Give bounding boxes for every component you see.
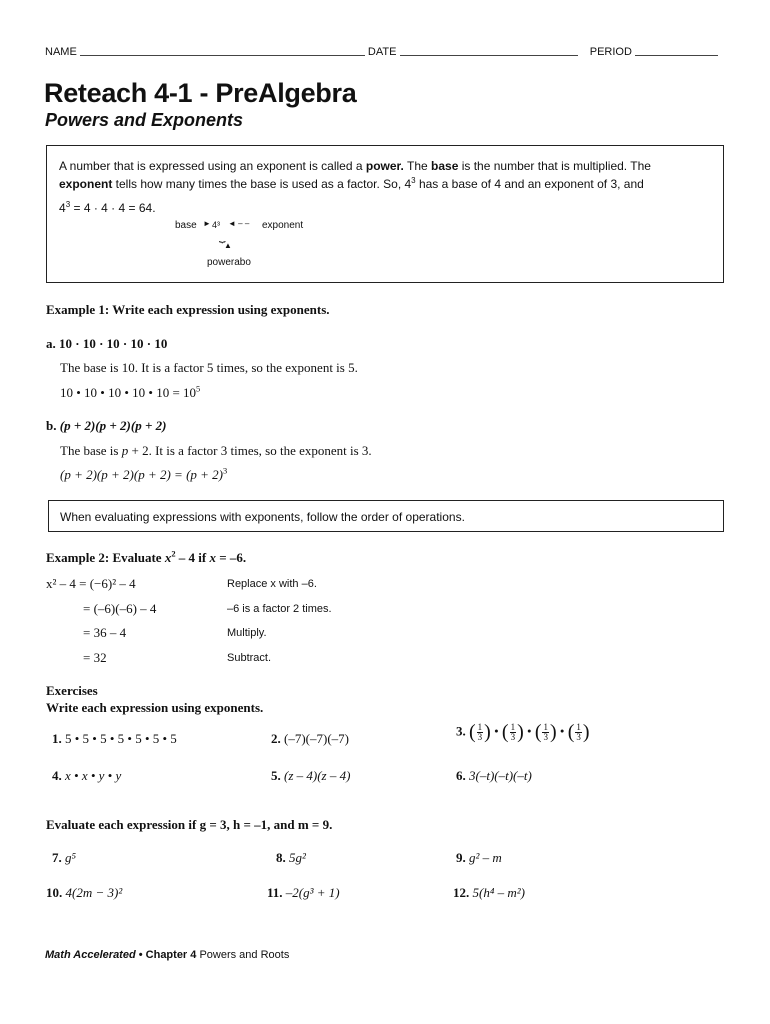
power-label: powerabo <box>207 257 251 268</box>
page-subtitle: Powers and Exponents <box>45 110 244 130</box>
exercise-9: 9. g² – m <box>456 850 502 865</box>
exercise-10: 10. 4(2m − 3)² <box>46 885 123 900</box>
example1-b-explanation: The base is p + 2. It is a factor 3 times, so the exponent is 3. <box>60 443 372 458</box>
page-footer: Math Accelerated • Chapter 4 Powers and Roots <box>45 949 290 961</box>
example2-step-4-reason: Subtract. <box>227 652 272 664</box>
example1-a-explanation: The base is 10. It is a factor 5 times, so the exponent is 5. <box>60 360 358 375</box>
exercise-8: 8. 5g² <box>276 850 306 865</box>
example2-heading: Example 2: Evaluate $x^2 - 4$ if x = –6. <box>46 548 247 565</box>
example1-b-result: $(p + 2)(p + 2)(p + 2) = (p + 2)^3$ <box>60 465 228 482</box>
order-of-operations-note: When evaluating expressions with exponents, follow the order of operations. <box>48 500 724 532</box>
exponent-label: exponent <box>262 220 304 231</box>
exercises-instruction-1: Write each expression using exponents. <box>46 700 264 715</box>
period-label: PERIOD <box>589 46 632 58</box>
name-label: NAME <box>45 46 77 58</box>
exercise-1: 1. 5 • 5 • 5 • 5 • 5 • 5 • 5 <box>52 731 177 746</box>
example2-step-3-reason: Multiply. <box>227 627 267 639</box>
example2-step-2-reason: –6 is a factor 2 times. <box>227 603 332 615</box>
arrow-right-icon: ► <box>203 219 211 228</box>
example2-step-1-reason: Replace x with –6. <box>227 578 317 590</box>
example1-part-b: b. (p + 2)(p + 2)(p + 2) <box>46 418 167 433</box>
exercise-5: 5. (z – 4)(z – 4) <box>271 768 351 783</box>
arrow-left-icon: ◄ – – <box>228 219 250 228</box>
exercise-11: 11. –2(g³ + 1) <box>267 885 340 900</box>
exercise-6: 6. 3(–t)(–t)(–t) <box>456 768 532 783</box>
exercises-instruction-2: Evaluate each expression if g = 3, h = –1, and m = 9. <box>46 817 333 832</box>
base-label: base <box>175 220 197 231</box>
example1-heading: Example 1: Write each expression using exponents. <box>46 302 330 317</box>
date-label: DATE <box>367 46 397 58</box>
power-diagram <box>175 220 355 275</box>
example2-step-1: x² – 4 = (−6)² – 4 <box>46 576 136 591</box>
brace-icon: ⏟ <box>219 231 226 243</box>
exercise-4: 4. x • x • y • y <box>52 768 122 783</box>
page-title: Reteach 4-1 - PreAlgebra <box>44 78 357 108</box>
exercises-heading: Exercises <box>46 683 98 698</box>
definition-box <box>46 145 724 283</box>
exercise-7: 7. g⁵ <box>52 850 77 865</box>
power-expression: 4³ <box>212 220 221 230</box>
example1-a-result: 10 • 10 • 10 • 10 • $10 = 10^5$ <box>60 383 201 400</box>
arrow-up-icon: ▲ <box>224 241 232 250</box>
name-field[interactable] <box>80 45 365 56</box>
fraction-one-third: $\frac{1}{3}$ <box>477 722 483 742</box>
example2-step-4: = 32 <box>83 650 107 665</box>
exercise-2: 2. (–7)(–7)(–7) <box>271 731 349 746</box>
header-fields <box>45 45 725 58</box>
period-field[interactable] <box>635 45 718 56</box>
example2-step-3: = 36 – 4 <box>83 625 127 640</box>
date-field[interactable] <box>400 45 578 56</box>
exercise-12: 12. 5(h⁴ – m²) <box>453 885 525 900</box>
example2-step-2: = (–6)(–6) – 4 <box>83 601 157 616</box>
definition-text: A number that is expressed using an exponent is called a power. The base is the number that is multiplied. The exponent tells how many times the base is used as a factor. So, $4^3$ has a base of 4 and an exponent of 3, and $4^3 = 4 \cdot 4 \cdot 4 = 64$. <box>59 159 651 215</box>
exercise-3: 3. ( $\frac{1}{3}$ ) • ( $\frac{1}{3}$ ) • ( $\frac{1}{3}$ ) • ( $\frac{1}{3}$ ) <box>456 721 590 743</box>
example1-part-a: a. 10 · 10 · 10 · 10 · 10 <box>46 336 168 351</box>
